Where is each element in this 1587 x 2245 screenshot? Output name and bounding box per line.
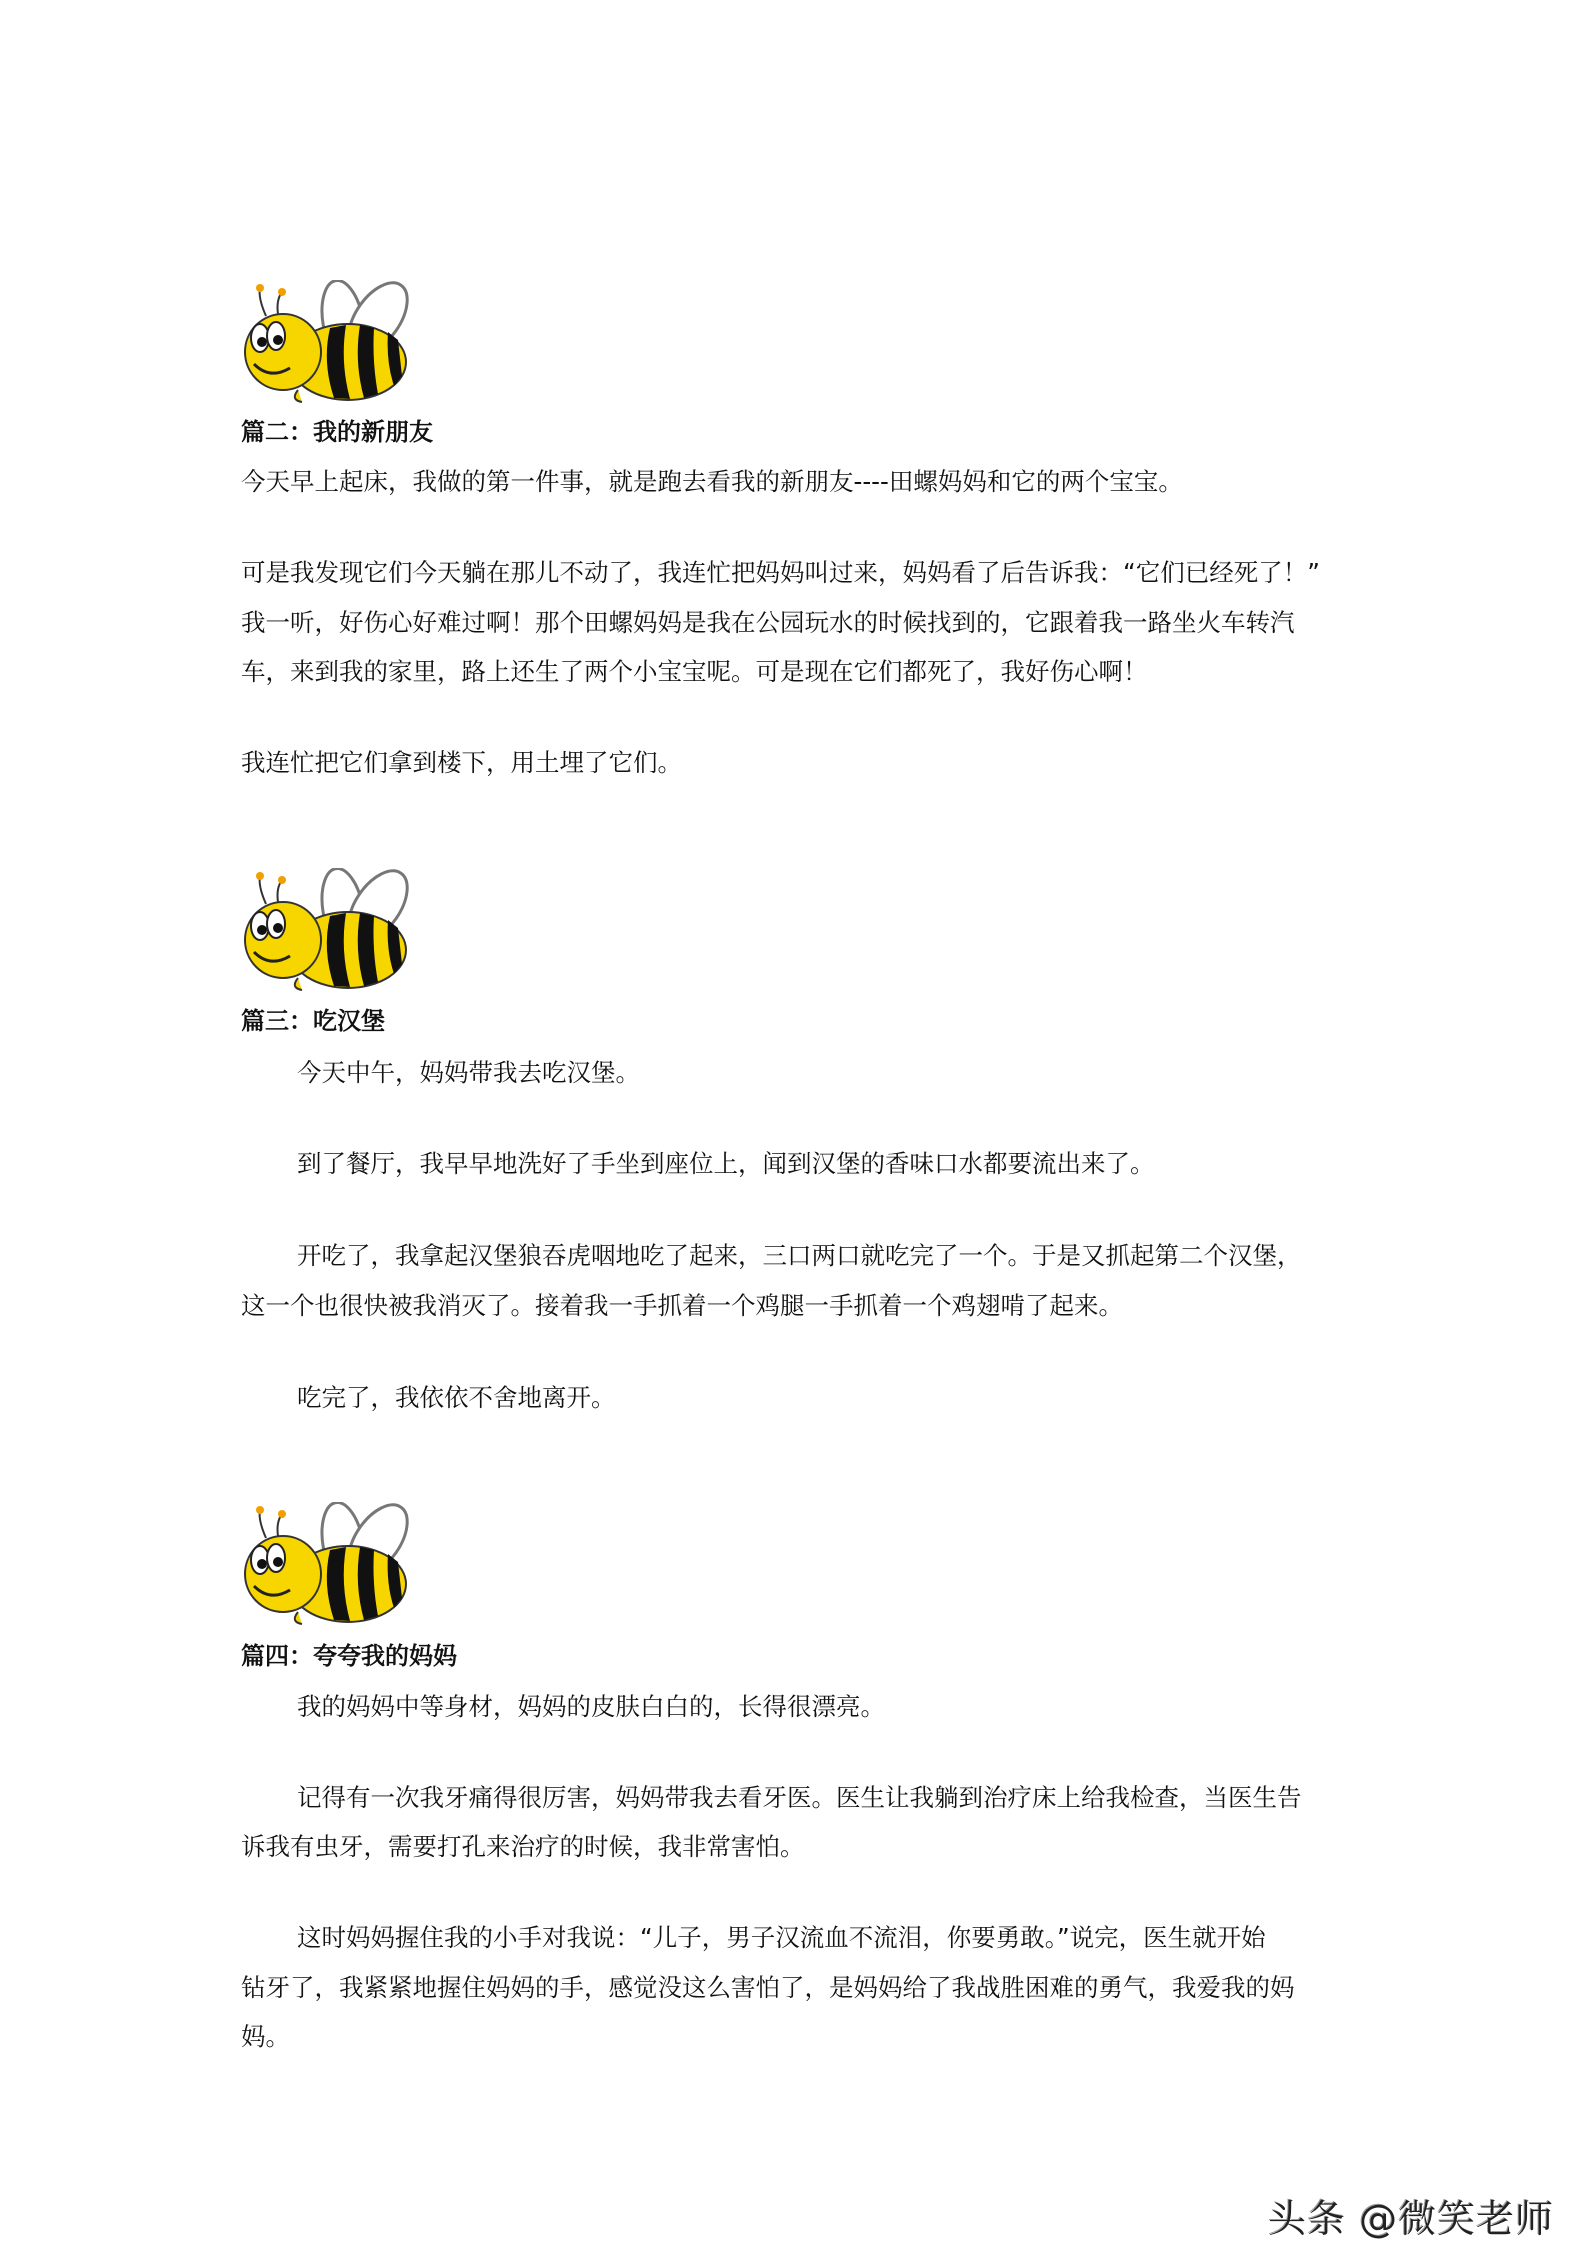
section-title: 篇三：吃汉堡 <box>241 1007 385 1035</box>
paragraph-line: 到了餐厅，我早早地洗好了手坐到座位上，闻到汉堡的香味口水都要流出来了。 <box>297 1149 1155 1178</box>
paragraph-line: 诉我有虫牙，需要打孔来治疗的时候，我非常害怕。 <box>241 1832 805 1861</box>
paragraph-line: 这一个也很快被我消灭了。接着我一手抓着一个鸡腿一手抓着一个鸡翅啃了起来。 <box>241 1291 1123 1320</box>
section-title: 篇四：夸夸我的妈妈 <box>241 1642 457 1670</box>
paragraph-line: 妈。 <box>241 2022 290 2051</box>
bee-illustration-1 <box>238 280 410 404</box>
paragraph-line: 我一听，好伤心好难过啊！那个田螺妈妈是我在公园玩水的时候找到的，它跟着我一路坐火车转汽 <box>241 608 1295 637</box>
paragraph-line: 今天中午，妈妈带我去吃汉堡。 <box>297 1058 640 1087</box>
paragraph-line: 我的妈妈中等身材，妈妈的皮肤白白的，长得很漂亮。 <box>297 1692 885 1721</box>
bee-illustration-2 <box>238 868 410 992</box>
paragraph-line: 可是我发现它们今天躺在那儿不动了，我连忙把妈妈叫过来，妈妈看了后告诉我：“它们已经死了！” <box>241 558 1320 587</box>
bee-icon <box>238 280 410 404</box>
paragraph-line: 这时妈妈握住我的小手对我说：“儿子，男子汉流血不流泪，你要勇敢。”说完，医生就开始 <box>297 1923 1266 1952</box>
paragraph-line: 车，来到我的家里，路上还生了两个小宝宝呢。可是现在它们都死了，我好伤心啊！ <box>241 657 1148 686</box>
bee-illustration-3 <box>238 1502 410 1626</box>
paragraph-line: 记得有一次我牙痛得很厉害，妈妈带我去看牙医。医生让我躺到治疗床上给我检查，当医生告 <box>297 1783 1302 1812</box>
bee-icon <box>238 868 410 992</box>
paragraph-line: 开吃了，我拿起汉堡狼吞虎咽地吃了起来，三口两口就吃完了一个。于是又抓起第二个汉堡， <box>297 1241 1302 1270</box>
section-title: 篇二：我的新朋友 <box>241 418 433 446</box>
watermark: 头条 @微笑老师 <box>1268 2197 1555 2241</box>
bee-icon <box>238 1502 410 1626</box>
paragraph-line: 我连忙把它们拿到楼下，用土埋了它们。 <box>241 748 682 777</box>
paragraph-line: 钻牙了，我紧紧地握住妈妈的手，感觉没这么害怕了，是妈妈给了我战胜困难的勇气，我爱我的妈 <box>241 1973 1295 2002</box>
paragraph-line: 吃完了，我依依不舍地离开。 <box>297 1383 616 1412</box>
paragraph-line: 今天早上起床，我做的第一件事，就是跑去看我的新朋友----田螺妈妈和它的两个宝宝。 <box>241 467 1183 496</box>
